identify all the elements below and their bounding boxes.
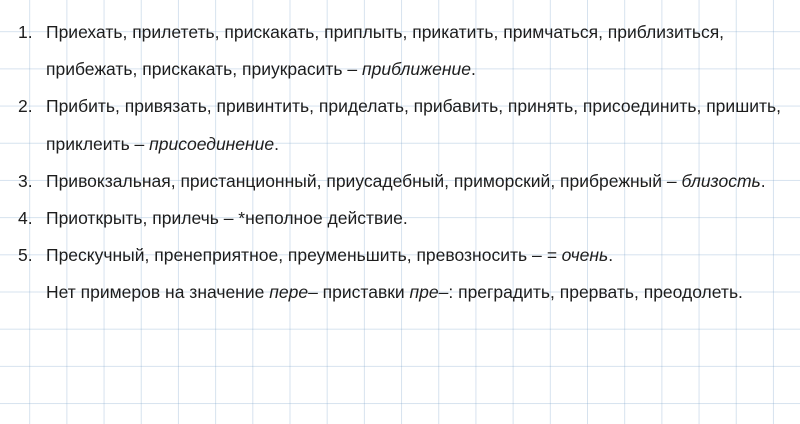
text-segment-italic: присоединение — [149, 133, 275, 154]
list-item-number: 5. — [18, 245, 33, 266]
list-item-text — [44, 200, 782, 237]
text-segment: Приехать, прилететь, прискакать, приплыть, прикатить, примчаться, приблизиться, прибежать, прискакать, приукрасить – — [46, 22, 725, 80]
text-segment: . — [471, 59, 476, 80]
list-item-text — [44, 163, 782, 200]
list-item — [18, 200, 782, 237]
list-item-number: 3. — [18, 170, 33, 191]
text-segment: . — [760, 170, 766, 191]
list-item — [18, 88, 782, 162]
list-item-text — [44, 237, 782, 274]
text-segment: . — [274, 133, 280, 154]
text-segment: Привокзальная, пристанционный, приусадебный, приморский, прибрежный – — [46, 170, 682, 191]
text-segment-italic: = очень — [546, 245, 609, 266]
text-segment: Прибить, привязать, привинтить, приделать, прибавить, принять, присоединить, пришить, приклеить – — [46, 96, 781, 154]
list-item-number: 4. — [18, 208, 33, 229]
list-item-number: 1. — [18, 22, 33, 42]
list-item-text — [44, 14, 782, 88]
text-segment-italic: приближение — [361, 59, 472, 80]
text-segment: Приоткрыть, прилечь – *неполное действие. — [46, 208, 408, 229]
text-segment-italic: пере– — [269, 282, 318, 303]
text-segment: приставки — [317, 282, 410, 303]
list-item-text — [44, 88, 782, 162]
text-segment-italic: пре– — [409, 282, 449, 303]
text-segment: : преградить, прервать, преодолеть. — [448, 282, 743, 303]
list-item — [18, 163, 782, 200]
exercise-note — [18, 274, 782, 311]
list-item-number: 2. — [18, 96, 33, 117]
list-item — [18, 14, 782, 88]
text-segment: Нет примеров на значение — [46, 282, 270, 303]
text-segment: . — [608, 245, 614, 266]
text-segment-italic: близость — [681, 170, 761, 191]
list-item — [18, 237, 782, 274]
text-segment: Прескучный, пренеприятное, преуменьшить, превозносить – — [46, 245, 547, 266]
